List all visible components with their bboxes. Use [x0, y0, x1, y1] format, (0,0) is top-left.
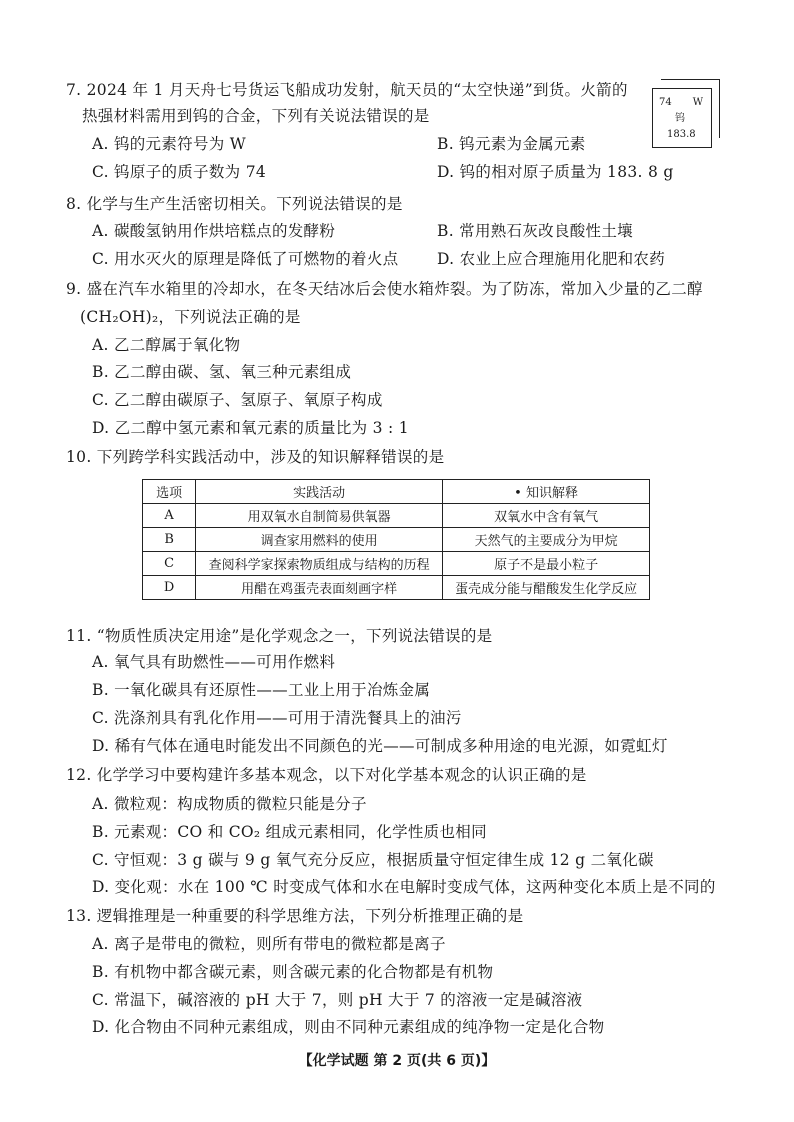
q11-option-a: A. 氧气具有助燃性——可用作燃料 — [92, 653, 336, 671]
q9-option-b: B. 乙二醇由碳、氢、氧三种元素组成 — [92, 363, 352, 381]
table-row — [143, 528, 650, 552]
q8-option-b: B. 常用熟石灰改良酸性土壤 — [437, 222, 633, 240]
table-cell-explanation: 原子不是最小粒子 — [443, 552, 650, 576]
q13-option-b: B. 有机物中都含碳元素，则含碳元素的化合物都是有机物 — [92, 963, 494, 981]
table-cell-explanation: 天然气的主要成分为甲烷 — [443, 528, 650, 552]
element-tile-face — [653, 89, 711, 147]
table-cell-activity: 调查家用燃料的使用 — [196, 528, 443, 552]
table-cell-option: D — [143, 576, 196, 600]
table-row — [143, 552, 650, 576]
q8-option-a: A. 碳酸氢钠用作烘培糕点的发酵粉 — [92, 222, 336, 240]
table-header-row — [143, 480, 650, 504]
q7-stem-line1: 7. 2024 年 1 月天舟七号货运飞船成功发射，航天员的“太空快递”到货。火箭的 — [66, 81, 628, 99]
table-header-explanation: • 知识解释 — [443, 480, 650, 504]
q13-stem: 13. 逻辑推理是一种重要的科学思维方法，下列分析推理正确的是 — [66, 907, 524, 925]
q12-option-c: C. 守恒观：3 g 碳与 9 g 氧气充分反应，根据质量守恒定律生成 12 g 二氧化碳 — [92, 851, 654, 869]
element-atomic-number: 74 — [659, 97, 672, 108]
q9-stem-line1: 9. 盛在汽车水箱里的冷却水，在冬天结冰后会使水箱炸裂。为了防冻，常加入少量的乙二醇 — [66, 280, 703, 298]
q13-option-d: D. 化合物由不同种元素组成，则由不同种元素组成的纯净物一定是化合物 — [92, 1018, 605, 1036]
table-cell-activity: 用双氧水自制简易供氧器 — [196, 504, 443, 528]
q9-stem-line2: (CH₂OH)₂，下列说法正确的是 — [80, 308, 301, 326]
q8-option-c: C. 用水灭火的原理是降低了可燃物的着火点 — [92, 250, 399, 268]
q7-option-d: D. 钨的相对原子质量为 183. 8 g — [437, 163, 674, 181]
table-row — [143, 576, 650, 600]
table-cell-activity: 查阅科学家探索物质组成与结构的历程 — [196, 552, 443, 576]
table-cell-option: B — [143, 528, 196, 552]
q8-stem: 8. 化学与生产生活密切相关。下列说法错误的是 — [66, 195, 403, 213]
element-tile-tungsten — [652, 88, 712, 148]
q11-stem: 11. “物质性质决定用途”是化学观念之一，下列说法错误的是 — [66, 627, 493, 645]
table-cell-option: A — [143, 504, 196, 528]
table-row — [143, 504, 650, 528]
q10-stem: 10. 下列跨学科实践活动中，涉及的知识解释错误的是 — [66, 448, 445, 466]
q11-option-b: B. 一氧化碳具有还原性——工业上用于冶炼金属 — [92, 681, 431, 699]
q12-option-b: B. 元素观：CO 和 CO₂ 组成元素相同，化学性质也相同 — [92, 823, 487, 841]
q11-option-d: D. 稀有气体在通电时能发出不同颜色的光——可制成多种用途的电光源，如霓虹灯 — [92, 737, 668, 755]
table-header-option: 选项 — [143, 480, 196, 504]
q7-stem-line2: 热强材料需用到钨的合金，下列有关说法错误的是 — [82, 107, 430, 125]
q9-option-d: D. 乙二醇中氢元素和氧元素的质量比为 3 : 1 — [92, 419, 409, 437]
q7-option-a: A. 钨的元素符号为 W — [92, 135, 247, 153]
q11-option-c: C. 洗涤剂具有乳化作用——可用于清洗餐具上的油污 — [92, 709, 462, 727]
q12-option-d: D. 变化观：水在 100 ℃ 时变成气体和水在电解时变成气体，这两种变化本质上是不同的 — [92, 878, 716, 896]
q9-option-a: A. 乙二醇属于氧化物 — [92, 336, 241, 354]
element-name: 钨 — [675, 113, 685, 124]
q10-table — [142, 479, 650, 600]
table-cell-activity: 用醋在鸡蛋壳表面刻画字样 — [196, 576, 443, 600]
q9-option-c: C. 乙二醇由碳原子、氢原子、氧原子构成 — [92, 391, 383, 409]
q7-option-c: C. 钨原子的质子数为 74 — [92, 163, 267, 181]
element-symbol: W — [692, 97, 703, 108]
q7-option-b: B. 钨元素为金属元素 — [437, 135, 586, 153]
table-header-activity: 实践活动 — [196, 480, 443, 504]
q12-stem: 12. 化学学习中要构建许多基本观念，以下对化学基本观念的认识正确的是 — [66, 766, 587, 784]
q8-option-d: D. 农业上应合理施用化肥和农药 — [437, 250, 666, 268]
table-cell-option: C — [143, 552, 196, 576]
q13-option-c: C. 常温下，碱溶液的 pH 大于 7，则 pH 大于 7 的溶液一定是碱溶液 — [92, 991, 583, 1009]
page-footer: 【化学试题 第 2 页(共 6 页)】 — [298, 1053, 496, 1069]
q12-option-a: A. 微粒观：构成物质的微粒只能是分子 — [92, 795, 367, 813]
table-cell-explanation: 蛋壳成分能与醋酸发生化学反应 — [443, 576, 650, 600]
q13-option-a: A. 离子是带电的微粒，则所有带电的微粒都是离子 — [92, 935, 446, 953]
table-cell-explanation: 双氧水中含有氧气 — [443, 504, 650, 528]
element-atomic-mass: 183.8 — [667, 129, 696, 140]
